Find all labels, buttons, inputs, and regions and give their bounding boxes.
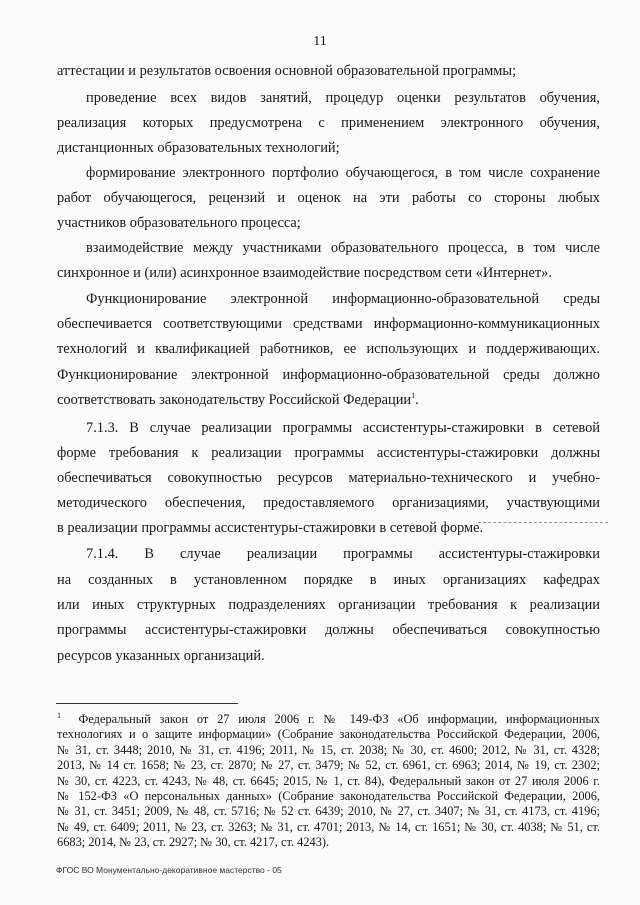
body-line: аттестации и результатов освоения основной образовательной программы; bbox=[57, 63, 517, 79]
body-line: программы ассистентуры-стажировки должны обеспечиваться совокупностью bbox=[57, 622, 600, 638]
body-line: проведение всех видов занятий, процедур оценки результатов обучения, bbox=[86, 90, 600, 106]
page-footer: ФГОС ВО Монументально-декоративное мастерство - 05 bbox=[56, 865, 282, 875]
footnote-reference: 1 bbox=[411, 391, 416, 401]
footnote-marker: 1 bbox=[57, 710, 61, 720]
footnote-line: № 30, ст. 4223, ст. 4243, № 48, ст. 6645; 2015, № 1, ст. 84), Федеральный закон от 27 июля 2006 г. bbox=[57, 774, 600, 788]
footnote-line: № 31, ст. 3448; 2010, № 31, ст. 4196; 2011, № 15, ст. 2038; № 30, ст. 4600; 2012, № 31, ст. 4328; bbox=[57, 743, 600, 757]
body-line: обеспечивается соответствующими средствами информационно-коммуникационных bbox=[57, 316, 600, 332]
footnote-line: 2013, № 14 ст. 1658; № 23, ст. 2870; № 27, ст. 3479; № 52, ст. 6961, ст. 6963; 2014, № 19, ст. 2302; bbox=[57, 758, 600, 772]
body-line: соответствовать законодательству Российской Федерации bbox=[57, 392, 412, 408]
footnote-line-first bbox=[57, 712, 600, 727]
body-line: 7.1.4. В случае реализации программы ассистентуры-стажировки bbox=[86, 546, 600, 562]
footnote-line: № 49, ст. 6409; 2011, № 23, ст. 3263; № 31, ст. 4701; 2013, № 14, ст. 1651; № 30, ст. 4038; № 51, ст. bbox=[57, 820, 600, 834]
body-line: на созданных в установленном порядке в иных организациях кафедрах bbox=[57, 572, 600, 588]
period: . bbox=[415, 392, 419, 408]
body-line: взаимодействие между участниками образовательного процесса, в том числе bbox=[86, 240, 600, 256]
scan-artifact-line bbox=[478, 522, 608, 524]
body-line: участников образовательного процесса; bbox=[57, 215, 301, 231]
body-line: ресурсов указанных организаций. bbox=[57, 648, 265, 664]
footnote-separator bbox=[56, 703, 238, 704]
footnote-line: 6683; 2014, № 23, ст. 2927; № 30, ст. 4217, ст. 4243). bbox=[57, 835, 330, 849]
footnote-line: № 31, ст. 3451; 2009, № 48, ст. 5716; № 52 ст. 6439; 2010, № 27, ст. 3407; № 31, ст. 4173, ст. 4196; bbox=[57, 804, 600, 818]
footnote-text: Федеральный закон от 27 июля 2006 г. № 149-ФЗ «Об информации, информационных bbox=[78, 712, 601, 726]
body-line: или иных структурных подразделениях организации требования к реализации bbox=[57, 597, 600, 613]
body-line: дистанционных образовательных технологий; bbox=[57, 140, 340, 156]
body-line: методического обеспечения, предоставляемого организациями, участвующими bbox=[57, 495, 600, 511]
body-line: синхронное и (или) асинхронное взаимодействие посредством сети «Интернет». bbox=[57, 265, 552, 281]
body-line: Функционирование электронной информационно-образовательной среды должно bbox=[57, 367, 600, 383]
body-line: 7.1.3. В случае реализации программы ассистентуры-стажировки в сетевой bbox=[86, 420, 600, 436]
body-line: работ обучающегося, рецензий и оценок на эти работы со стороны любых bbox=[57, 190, 600, 206]
footnote-line: технологиях и о защите информации» (Собрание законодательства Российской Федерации, 2006, bbox=[57, 727, 600, 741]
body-line: реализация которых предусмотрена с применением электронного обучения, bbox=[57, 115, 600, 131]
body-line: технологий и квалификацией работников, ее использующих и поддерживающих. bbox=[57, 341, 600, 357]
page-number: 11 bbox=[313, 34, 327, 49]
body-line: форме требования к реализации программы ассистентуры-стажировки должны bbox=[57, 445, 600, 461]
footnote-line: № 152-ФЗ «О персональных данных» (Собрание законодательства Российской Федерации, 2006, bbox=[57, 789, 600, 803]
body-line: в реализации программы ассистентуры-стажировки в сетевой форме. bbox=[57, 520, 484, 536]
body-line: формирование электронного портфолио обучающегося, в том числе сохранение bbox=[86, 165, 600, 181]
body-line-with-footnote bbox=[57, 391, 419, 409]
body-line: обеспечиваться совокупностью ресурсов материально-технического и учебно- bbox=[57, 470, 600, 486]
body-line: Функционирование электронной информационно-образовательной среды bbox=[86, 291, 600, 307]
